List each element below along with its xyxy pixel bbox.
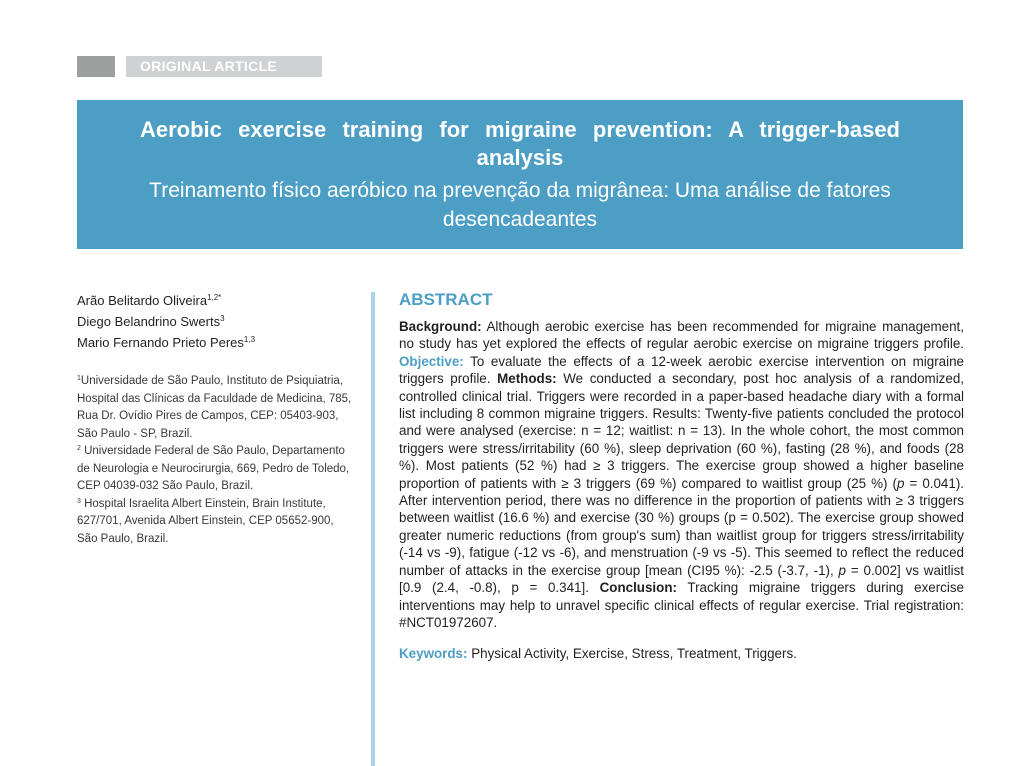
title-portuguese: Treinamento físico aeróbico na prevenção da migrânea: Uma análise de fatores desencadeantes [149, 179, 891, 231]
affiliation: $^2$ Universidade Federal de São Paulo, Departamento de Neurologia e Neurocirurgia, 669, Pedro de Toledo, CEP 04039-032 São Paulo, Brazil. [77, 445, 350, 492]
article-type-tag: ORIGINAL ARTICLE [126, 56, 322, 77]
author: Arão Belitardo Oliveira$^{1,2*}$ [77, 293, 222, 308]
affiliation: $^3$ Hospital Israelita Albert Einstein, Brain Institute, 627/701, Avenida Albert Einstein, CEP 05652-900, São Paulo, Brazil. [77, 497, 334, 545]
column-divider [371, 292, 375, 766]
author: Mario Fernando Prieto Peres$^{1,3}$ [77, 335, 256, 350]
title-banner [77, 100, 963, 249]
abstract-body: Background: Although aerobic exercise has been recommended for migraine management, no study has yet explored the effects of regular aerobic exercise on migraine triggers profile. Objective: To evaluate the effects of a 12-week aerobic exercise intervention on migraine triggers profile. Methods: We conducted a secondary, post hoc analysis of a randomized, controlled clinical trial. Triggers were recorded in a paper-based headache diary with a formal list including 8 common migraine triggers. Results: Twenty-five patients concluded the protocol and were analysed (exercise: n = 12; waitlist: n = 13). In the whole cohort, the most common triggers were stress/irritability (60 %), sleep deprivation (60 %), fasting (28 %), and foods (28 %). Most patients (52 %) had ≥ 3 triggers. The exercise group showed a higher baseline proportion of patients with ≥ 3 triggers (69 %) compared to waitlist group (25 %) (p = 0.041). After intervention period, there was no difference in the proportion of patients with ≥ 3 triggers between waitlist (16.6 %) and exercise (30 %) groups (p = 0.502). The exercise group showed greater numeric reductions (from group's sum) than waitlist group for triggers stress/irritability (-14 vs -9), fatigue (-12 vs -6), and menstruation (-9 vs -5). This seemed to reflect the reduced number of attacks in the exercise group [mean (CI95 %): -2.5 (-3.7, -1), p = 0.002] vs waitlist [0.9 (2.4, -0.8), p = 0.341]. Conclusion: Tracking migraine triggers during exercise interventions may help to unravel specific clinical effects of regular exercise. Trial registration: #NCT01972607. [399, 319, 965, 630]
article-tag-marker [77, 56, 115, 77]
affiliation-list [77, 373, 357, 548]
author-list [77, 290, 367, 353]
affiliation: $^1$Universidade de São Paulo, Instituto de Psiquiatria, Hospital das Clínicas da Faculdade de Medicina, 785, Rua Dr. Ovídio Pires de Campos, CEP: 05403-903, São Paulo - SP, Brazil. [77, 375, 352, 440]
keywords: Keywords: Physical Activity, Exercise, Stress, Treatment, Triggers. [399, 646, 797, 662]
title-english: Aerobic exercise training for migraine prevention: A trigger-based analysis [140, 117, 900, 170]
author: Diego Belandrino Swerts$^3$ [77, 314, 225, 329]
abstract-section [399, 290, 964, 662]
abstract-heading: ABSTRACT [399, 290, 493, 309]
